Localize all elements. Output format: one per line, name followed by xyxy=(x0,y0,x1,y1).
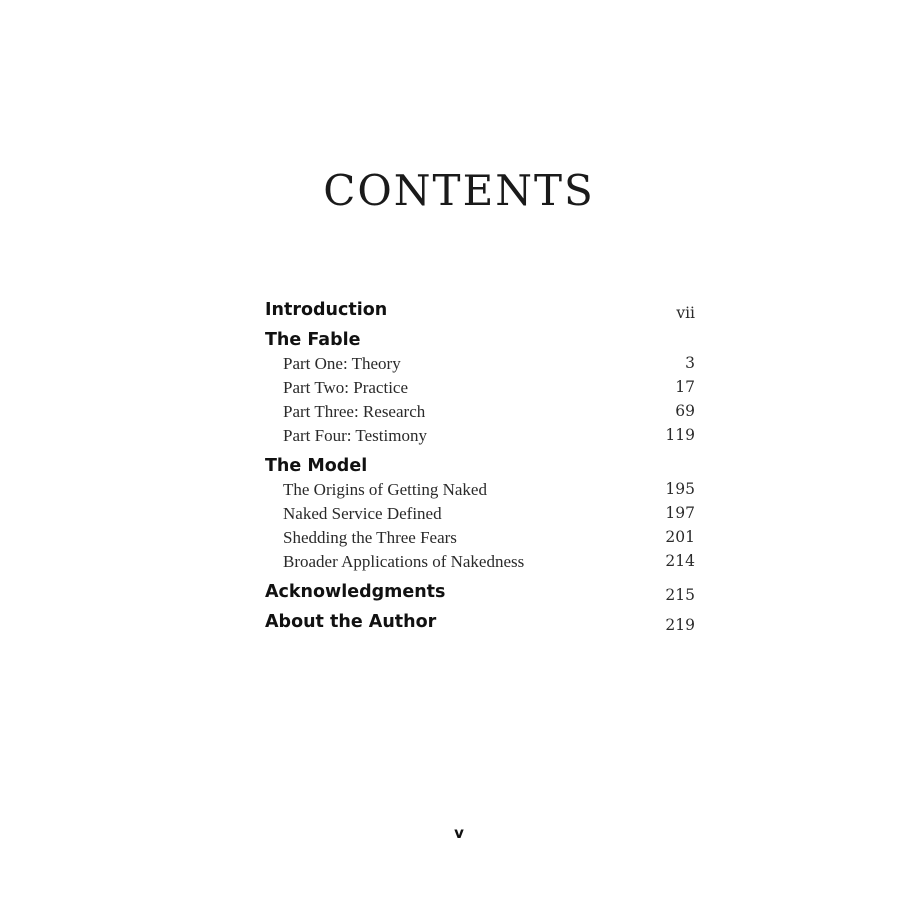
toc-entry-page: 17 xyxy=(675,378,695,396)
toc-entry-label: Shedding the Three Fears xyxy=(283,528,457,547)
toc-entry-label: About the Author xyxy=(265,612,437,632)
toc-entry-page: 3 xyxy=(685,354,695,372)
toc-entry-label: Naked Service Defined xyxy=(283,504,442,523)
toc-entry-label: Introduction xyxy=(265,300,388,320)
toc-entry-origins xyxy=(265,480,695,504)
toc-section-the-model xyxy=(265,456,695,480)
toc-entry-label: Part Two: Practice xyxy=(283,378,409,397)
toc-entry-part-two xyxy=(265,378,695,402)
toc-section-label: The Model xyxy=(265,456,368,476)
toc-entry-page: 219 xyxy=(665,616,695,634)
toc-entry-page: 215 xyxy=(665,586,695,604)
toc-entry-page: 119 xyxy=(665,426,695,444)
toc-section-the-fable xyxy=(265,330,695,354)
toc-entry-page: 201 xyxy=(665,528,695,546)
table-of-contents xyxy=(265,300,695,636)
toc-entry-label: Broader Applications of Nakedness xyxy=(283,552,525,571)
toc-entry-three-fears xyxy=(265,528,695,552)
toc-entry-part-one xyxy=(265,354,695,378)
toc-entry-about-author xyxy=(265,612,695,636)
toc-entry-label: Acknowledgments xyxy=(265,582,446,602)
page-number: v xyxy=(454,824,464,842)
toc-entry-label: Part Four: Testimony xyxy=(283,426,427,445)
toc-entry-page: 214 xyxy=(665,552,695,570)
toc-entry-label: The Origins of Getting Naked xyxy=(283,480,487,499)
toc-entry-part-three xyxy=(265,402,695,426)
toc-entry-page: 197 xyxy=(665,504,695,522)
toc-entry-broader-applications xyxy=(265,552,695,576)
toc-entry-label: Part Three: Research xyxy=(283,402,426,421)
toc-section-label: The Fable xyxy=(265,330,361,350)
toc-entry-page: 195 xyxy=(665,480,695,498)
page-title: CONTENTS xyxy=(323,166,595,216)
toc-entry-page: 69 xyxy=(675,402,695,420)
toc-entry-introduction xyxy=(265,300,695,324)
toc-entry-label: Part One: Theory xyxy=(283,354,401,373)
toc-entry-naked-service xyxy=(265,504,695,528)
toc-entry-part-four xyxy=(265,426,695,450)
toc-entry-acknowledgments xyxy=(265,582,695,606)
toc-entry-page: vii xyxy=(676,304,695,322)
